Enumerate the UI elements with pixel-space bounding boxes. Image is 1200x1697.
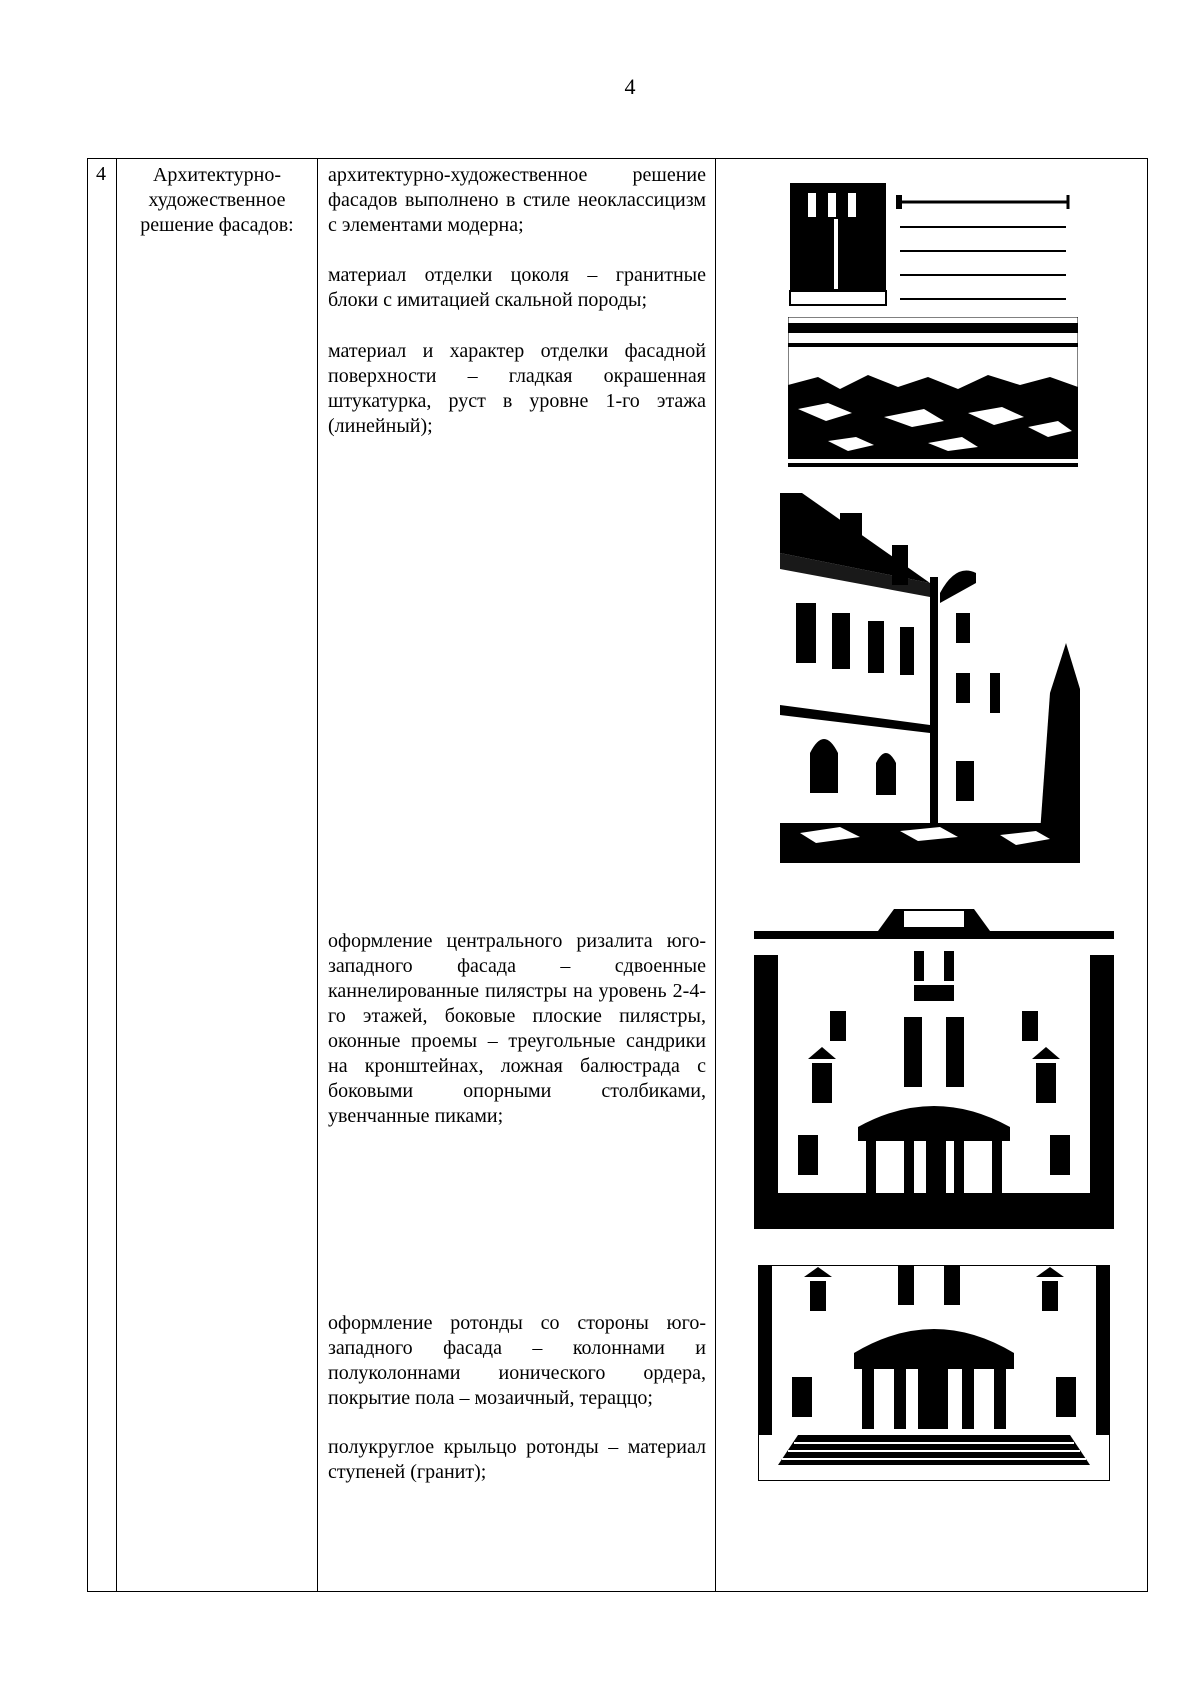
row-title: Архитектурно-художественное решение фасадов: [117,159,318,1592]
table-row [88,159,1148,1592]
granite-plinth-image [788,317,1078,467]
paragraph-risalit: оформление центрального ризалита юго-западного фасада – сдвоенные каннелированные пилястры на уровень 2-4-го этажей, боковые плоские пилястры, оконные проемы – треугольные сандрики на кронштейнах, ложная балюстрада с боковыми опорными столбиками, увенчанные пиками; [328,930,706,1127]
paragraph-surface: материал и характер отделки фасадной поверхности – гладкая окрашенная штукатурка, руст в уровне 1-го этажа (линейный); [328,340,706,437]
paragraph-rotunda: оформление ротонды со стороны юго-западного фасада – колоннами и полуколоннами ионического ордера, покрытие пола – мозаичный, тераццо; [328,1312,706,1409]
central-risalit-image [754,895,1114,1229]
rustication-diagram-image [788,179,1078,309]
paragraph-porch: полукруглое крыльцо ротонды – материал ступеней (гранит); [328,1436,706,1483]
images-cell [716,159,1148,1592]
building-corner-image [780,493,1080,863]
rotunda-image [758,1265,1110,1481]
row-number: 4 [88,159,117,1592]
paragraph-plinth: материал отделки цоколя – гранитные блоки с имитацией скальной породы; [328,264,706,311]
paragraph-style: архитектурно-художественное решение фасадов выполнено в стиле неоклассицизм с элементами модерна; [328,164,706,236]
attributes-table [87,158,1148,1592]
description-cell [318,159,716,1592]
page-number: 4 [624,74,636,99]
